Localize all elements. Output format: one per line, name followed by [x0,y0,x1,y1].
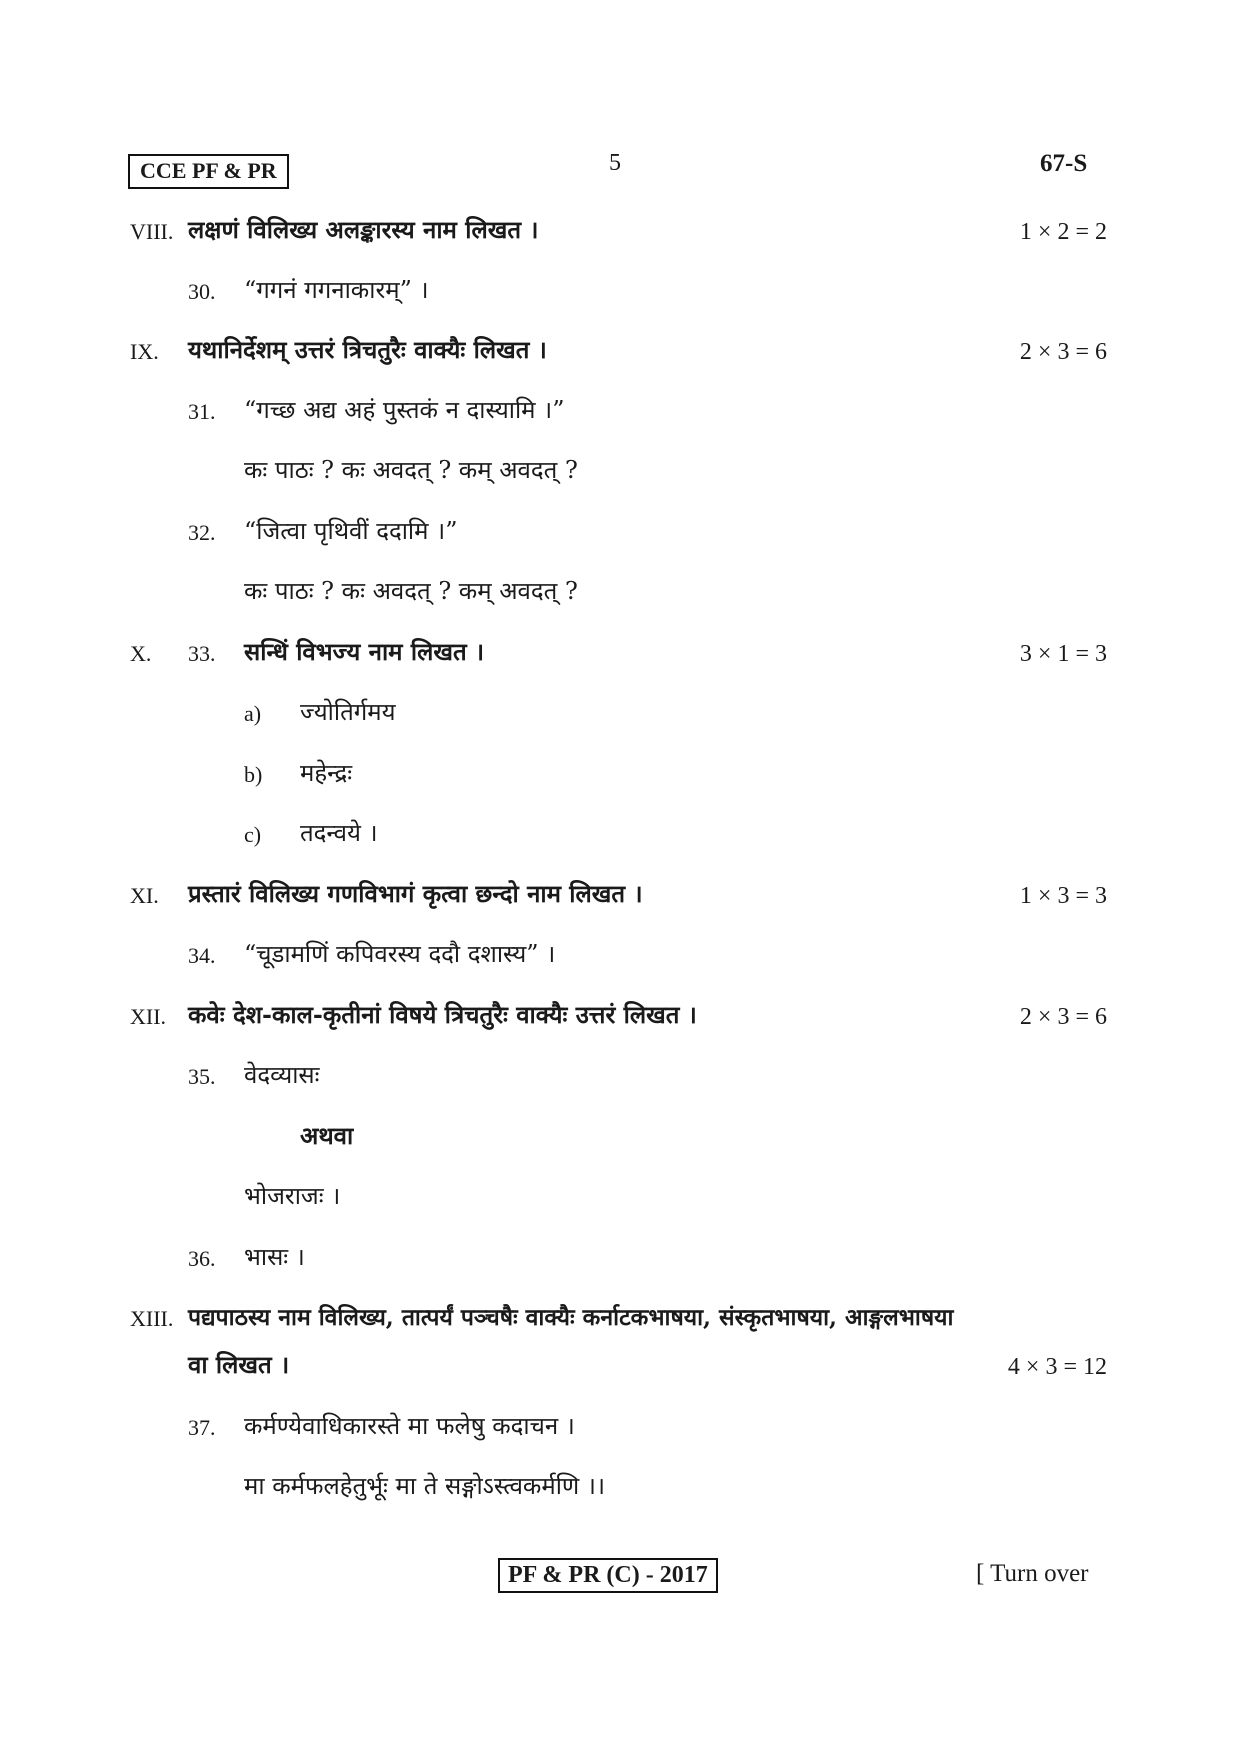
question-32-sub [0,574,1240,614]
section-ix [0,333,1240,373]
section-number: IX. [130,339,159,364]
question-35 [0,1058,1240,1098]
option-label: b) [244,762,263,787]
section-number: X. [130,641,152,666]
question-34 [0,937,1240,977]
section-xiii [0,1300,1240,1340]
question-31 [0,393,1240,433]
question-number: 33. [188,641,216,666]
section-xii [0,998,1240,1038]
section-instruction: सन्धिं विभज्य नाम लिखत । [244,637,485,666]
option-label: a) [244,701,262,726]
question-subtext: कः पाठः ? कः अवदत् ? कम् अवदत् ? [244,456,578,484]
question-30 [0,273,1240,313]
question-number: 32. [188,520,216,545]
paper-type-box: CCE PF & PR [128,154,289,189]
section-number: VIII. [130,219,174,244]
question-text: वेदव्यासः [244,1061,320,1089]
verse-line-2: मा कर्मफलहेतुर्भूः मा ते सङ्गोऽस्त्वकर्मणि ।। [244,1472,606,1500]
section-instruction: लक्षणं विलिख्य अलङ्कारस्य नाम लिखत । [188,215,539,244]
section-instruction: कवेः देश-काल-कृतीनां विषये त्रिचतुरैः वाक्यैः उत्तरं लिखत । [188,1000,697,1029]
question-number: 37. [188,1415,216,1440]
question-text: भासः । [244,1243,305,1271]
option-text: महेन्द्रः [300,759,353,787]
question-33-b [0,756,1240,796]
question-subtext: कः पाठः ? कः अवदत् ? कम् अवदत् ? [244,577,578,605]
question-33-c [0,816,1240,856]
option-label: c) [244,822,262,847]
question-33-a [0,695,1240,735]
section-instruction-cont: वा लिखत । [188,1350,290,1379]
section-number: XII. [130,1004,167,1029]
question-37 [0,1409,1240,1449]
section-xi [0,877,1240,917]
page-number: 5 [609,150,621,176]
question-number: 30. [188,279,216,304]
question-text: “जित्वा पृथिवीं ददामि ।” [244,517,458,545]
verse-line-1: कर्मण्येवाधिकारस्ते मा फलेषु कदाचन । [244,1412,575,1440]
section-marks: 2 × 3 = 6 [1019,339,1107,365]
section-instruction: पद्यपाठस्य नाम विलिख्य, तात्पर्यं पञ्चषैः वाक्यैः कर्नाटकभाषया, संस्कृतभाषया, आङ्गलभाषया [188,1304,954,1331]
question-text: “गच्छ अद्य अहं पुस्तकं न दास्यामि ।” [244,396,565,424]
question-number: 34. [188,943,216,968]
question-text: भोजराजः । [244,1182,341,1210]
question-35-alt [0,1179,1240,1219]
paper-code: 67-S [1040,150,1088,177]
question-text: “चूडामणिं कपिवरस्य ददौ दशास्य” । [244,940,556,968]
section-instruction: यथानिर्देशम् उत्तरं त्रिचतुरैः वाक्यैः लिखत । [188,335,547,364]
option-text: तदन्वये । [300,819,378,847]
section-marks: 2 × 3 = 6 [1019,1004,1107,1030]
section-number: XIII. [130,1306,174,1331]
question-text: “गगनं गगनाकारम्” । [244,276,429,304]
question-35-or [0,1119,1240,1159]
section-marks: 3 × 1 = 3 [1019,641,1107,667]
question-32 [0,514,1240,554]
exam-code-box: PF & PR (C) - 2017 [498,1558,718,1593]
question-37-line2 [0,1469,1240,1509]
section-viii [0,213,1240,253]
option-text: ज्योतिर्गमय [300,698,396,726]
section-instruction: प्रस्तारं विलिख्य गणविभागं कृत्वा छन्दो नाम लिखत । [188,879,643,908]
turn-over-label: [ Turn over [976,1560,1089,1587]
question-36 [0,1240,1240,1280]
question-number: 31. [188,399,216,424]
question-number: 35. [188,1064,216,1089]
section-number: XI. [130,883,159,908]
question-number: 36. [188,1246,216,1271]
question-31-sub [0,453,1240,493]
section-marks: 1 × 3 = 3 [1019,883,1107,909]
section-x [0,635,1240,675]
section-marks: 4 × 3 = 12 [1007,1354,1107,1380]
section-marks: 1 × 2 = 2 [1019,219,1107,245]
section-xiii-cont [0,1348,1240,1388]
or-label: अथवा [300,1121,354,1150]
